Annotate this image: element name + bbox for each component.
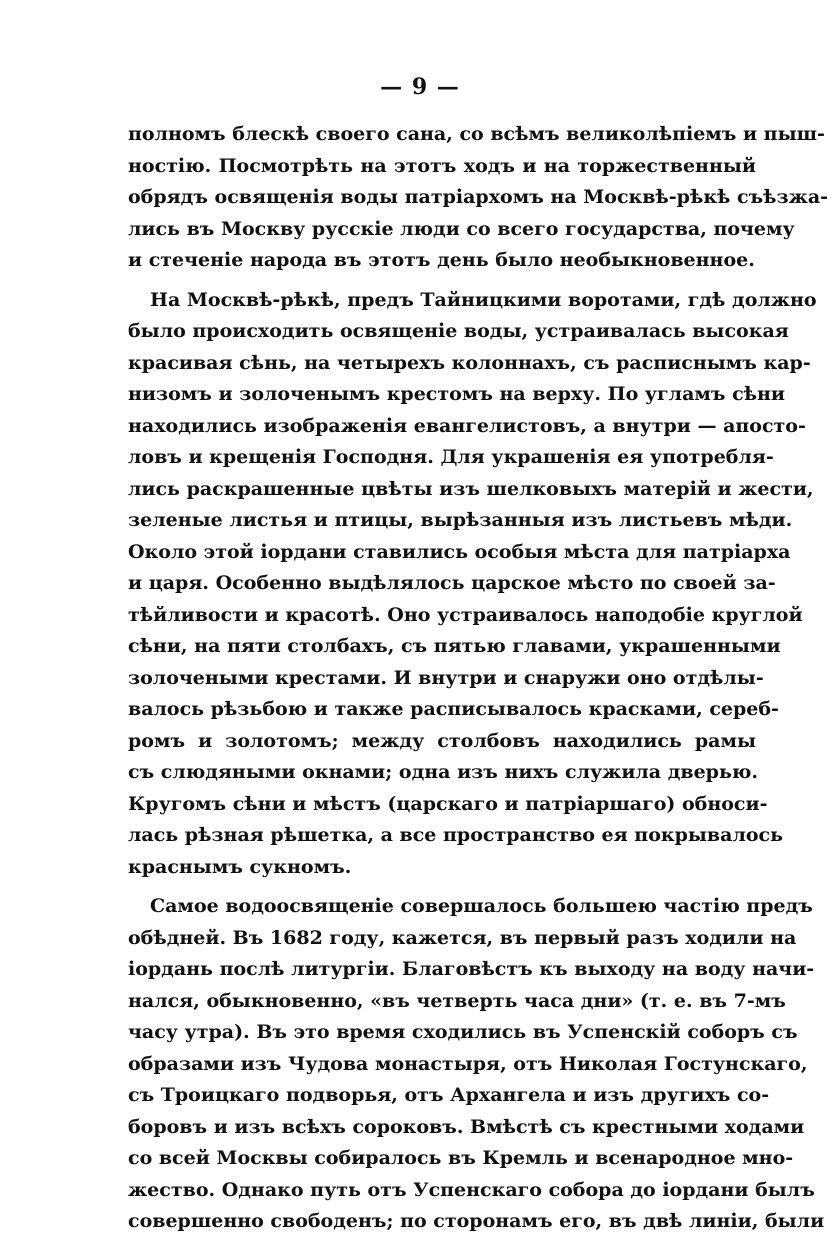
text-line: На Москвѣ-рѣкѣ, предъ Тайницкими воротами, гдѣ должно <box>150 288 817 311</box>
text-line: низомъ и золоченымъ крестомъ на верху. По угламъ сѣни <box>128 383 786 405</box>
text-line: образами изъ Чудова монастыря, отъ Николая Гостунскаго, <box>128 1052 808 1075</box>
text-line: красивая сѣнь, на четырехъ колоннахъ, съ расписнымъ кар- <box>128 351 811 374</box>
text-line: лись въ Москву русскіе люди со всего государства, почему <box>128 217 795 240</box>
text-line: краснымъ сукномъ. <box>128 855 352 878</box>
text-line: съ Троицкаго подворья, отъ Архангела и изъ другихъ со- <box>128 1084 770 1106</box>
text-line: ностію. Посмотрѣть на этотъ ходъ и на торжественный <box>128 154 756 177</box>
text-line: обѣдней. Въ 1682 году, кажется, въ первый разъ ходили на <box>128 926 797 949</box>
text-line: Кругомъ сѣни и мѣстъ (царскаго и патріаршаго) обноси- <box>128 792 768 815</box>
paragraph-2 <box>128 285 817 884</box>
text-line: было происходить освященіе воды, устраивалась высокая <box>128 320 789 342</box>
text-line: ромъ и золотомъ; между столбовъ находились рамы <box>128 729 756 752</box>
body-text <box>128 119 829 1246</box>
text-line: находились изображенія евангелистовъ, а внутри — апосто- <box>128 414 806 437</box>
text-line: Около этой іордани ставились особыя мѣста для патріарха <box>128 540 791 563</box>
text-line: съ слюдяными окнами; одна изъ нихъ служила дверью. <box>128 761 758 783</box>
text-line: полномъ блескѣ своего сана, со всѣмъ великолѣпіемъ и пыш- <box>128 123 825 145</box>
text-line: тѣйливости и красотѣ. Оно устраивалось наподобіе круглой <box>128 603 803 626</box>
text-line: и царя. Особенно выдѣлялось царское мѣсто по своей за- <box>128 572 776 594</box>
text-line: жество. Однако путь отъ Успенскаго собора до іордани былъ <box>128 1178 815 1201</box>
text-line: золочеными крестами. И внутри и снаружи оно отдѣлы- <box>128 666 764 689</box>
text-line: Самое водоосвященіе совершалось большею частію предъ <box>150 895 813 917</box>
page-number: — 9 — <box>380 74 460 100</box>
text-line: лись раскрашенные цвѣты изъ шелковыхъ матерій и жести, <box>128 477 814 500</box>
text-line: боровъ и изъ всѣхъ сороковъ. Вмѣстѣ съ крестными ходами <box>128 1115 805 1138</box>
paragraph-1 <box>128 119 829 277</box>
text-line: совершенно свободенъ; по сторонамъ его, въ двѣ линіи, были <box>128 1210 825 1232</box>
text-line: зеленые листья и птицы, вырѣзанныя изъ листьевъ мѣди. <box>128 509 793 531</box>
text-line: валось рѣзьбою и также расписывалось красками, сереб- <box>128 698 779 720</box>
text-line: со всей Москвы собиралось въ Кремль и всенародное мно- <box>128 1147 794 1169</box>
text-line: обрядъ освященія воды патріархомъ на Москвѣ-рѣкѣ съѣзжа- <box>128 186 829 208</box>
text-line: и стеченіе народа въ этотъ день было необыкновенное. <box>128 249 755 271</box>
text-line: нался, обыкновенно, «въ четверть часа дни» (т. е. въ 7-мъ <box>128 989 786 1012</box>
text-line: іордань послѣ литургіи. Благовѣстъ къ выходу на воду начи- <box>128 958 815 980</box>
text-line: лась рѣзная рѣшетка, а все пространство ея покрывалось <box>128 824 783 846</box>
text-line: часу утра). Въ это время сходились въ Успенскій соборъ съ <box>128 1021 798 1043</box>
text-line: сѣни, на пяти столбахъ, съ пятью главами, украшенными <box>128 635 781 657</box>
paragraph-3 <box>128 891 825 1238</box>
text-line: ловъ и крещенія Господня. Для украшенія ея употребля- <box>128 446 774 468</box>
